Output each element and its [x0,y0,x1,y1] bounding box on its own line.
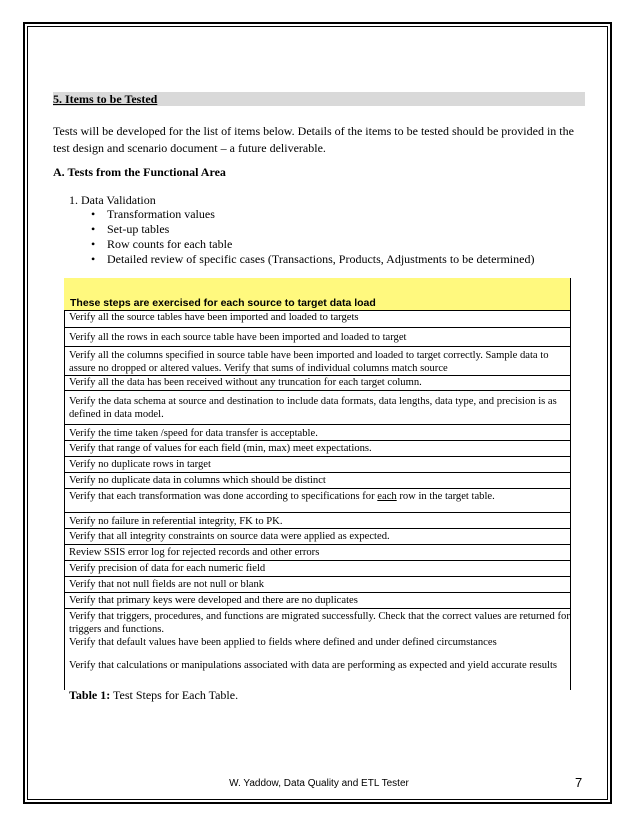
intro-paragraph: Tests will be developed for the list of items below. Details of the items to be tested should be provided in the test design and scenario document – a future deliverable. [53,124,574,155]
table-row: Verify that not null fields are not null or blank [64,576,570,592]
table-row: Verify all the source tables have been imported and loaded to targets [64,310,570,327]
footer-text: W. Yaddow, Data Quality and ETL Tester [229,778,409,789]
table-header [64,278,570,310]
table-row: Verify that range of values for each field (min, max) meet expectations. [64,440,570,456]
table-row: Verify no duplicate data in columns which should be distinct [64,472,570,488]
table-row: Verify all the columns specified in source table have been imported and loaded to target correctly. Sample data to assure no dropped or altered values. Verify that sums of individual columns match source [64,346,570,375]
table-row: Verify all the rows in each source table have been imported and loaded to target [64,327,570,346]
table-row: Verify that triggers, procedures, and functions are migrated successfully. Check that the correct values are returned for triggers and functions. Verify that default values have been applied to fields where defined and under defined circumstances Verify that calculations or manipulations associated with data are performing as expected and yield accurate results [64,608,570,690]
table-row: Verify that primary keys were developed and there are no duplicates [64,592,570,608]
page-number: 7 [575,775,583,790]
bullet-item: • Detailed review of specific cases (Transactions, Products, Adjustments to be determined) [91,252,535,266]
table-row: Verify the data schema at source and destination to include data formats, data lengths, data type, and precision is as defined in data model. [64,390,570,424]
table-row: Review SSIS error log for rejected records and other errors [64,544,570,560]
table-row: Verify that all integrity constraints on source data were applied as expected. [64,528,570,544]
table-row: Verify all the data has been received without any truncation for each target column. [64,375,570,390]
bullet-item: • Transformation values [91,207,215,221]
table-row: Verify no duplicate rows in target [64,456,570,472]
bullet-dot-icon: • [91,252,96,266]
bullet-item: • Row counts for each table [91,237,233,251]
table-row: Verify no failure in referential integrity, FK to PK. [64,512,570,528]
test-steps-table [64,278,571,690]
table-row: Verify precision of data for each numeric field [64,560,570,576]
numbered-item-data-validation: 1. Data Validation [69,193,156,207]
bullet-list [91,207,534,267]
bullet-dot-icon: • [91,237,96,251]
table-row: Verify that each transformation was done according to specifications for each row in the target table. [64,488,570,512]
table-caption: Table 1: Test Steps for Each Table. [69,688,239,702]
bullet-dot-icon: • [91,207,96,221]
bullet-dot-icon: • [91,222,96,236]
table-header-label: These steps are exercised for each source to target data load [70,297,376,309]
subheading-functional-area: A. Tests from the Functional Area [53,165,226,179]
section-heading: 5. Items to be Tested [53,92,585,106]
table-row: Verify the time taken /speed for data transfer is acceptable. [64,424,570,440]
bullet-item: • Set-up tables [91,222,170,236]
